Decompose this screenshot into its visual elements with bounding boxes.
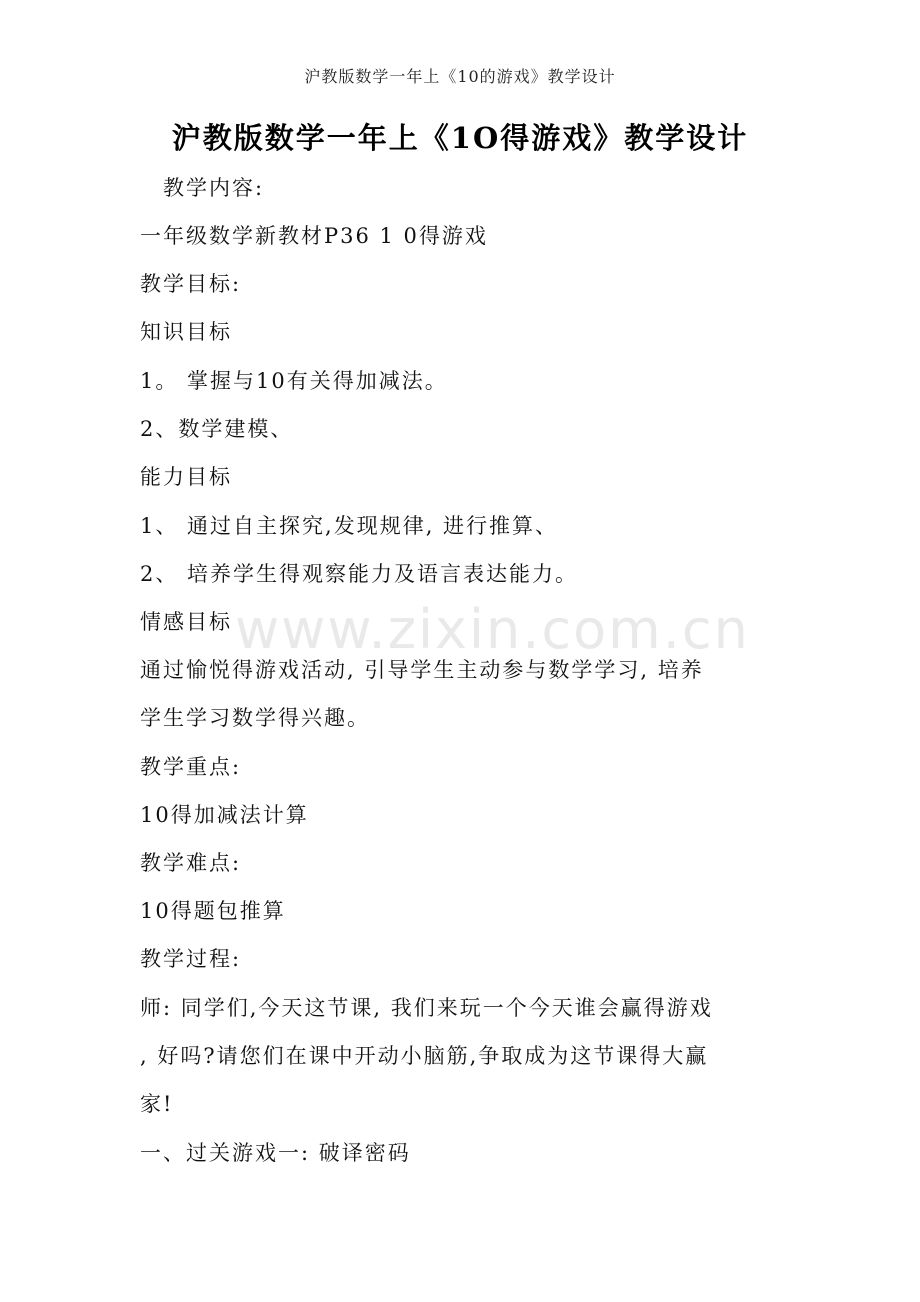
paragraph-content: 一年级数学新教材P36 1 0得游戏 (140, 224, 488, 248)
document-title: 沪教版数学一年上《1O得游戏》教学设计 (171, 121, 749, 155)
watermark: www.zixin.com.cn (235, 598, 750, 661)
subheading-emotion: 情感目标 (140, 610, 232, 634)
paragraph-process-2: , 好吗?请您们在课中开动小脑筋,争取成为这节课得大赢 (140, 1044, 709, 1068)
paragraph-difficulty: 10得题包推算 (140, 899, 286, 923)
list-item-ability-2: 2、 培养学生得观察能力及语言表达能力。 (140, 562, 579, 586)
paragraph-emotion-1: 通过愉悦得游戏活动, 引导学生主动参与数学学习, 培养 (140, 658, 704, 682)
running-header: 沪教版数学一年上《10的游戏》教学设计 (304, 67, 616, 86)
paragraph-emotion-2: 学生学习数学得兴趣。 (140, 706, 370, 730)
paragraph-focus: 10得加减法计算 (140, 803, 309, 827)
list-item-ability-1: 1、 通过自主探究,发现规律, 进行推算、 (140, 514, 559, 538)
paragraph-process-1: 师: 同学们,今天这节课, 我们来玩一个今天谁会赢得游戏 (140, 996, 713, 1020)
subheading-ability: 能力目标 (140, 465, 232, 489)
section-heading-objectives: 教学目标: (140, 272, 242, 296)
list-item-knowledge-2: 2、数学建模、 (140, 417, 294, 441)
paragraph-process-3: 家! (140, 1092, 174, 1116)
section-heading-game-1: 一、过关游戏一: 破译密码 (140, 1141, 411, 1165)
section-heading-focus: 教学重点: (140, 755, 242, 779)
section-heading-content: 教学内容: (163, 176, 265, 200)
subheading-knowledge: 知识目标 (140, 320, 232, 344)
section-heading-process: 教学过程: (140, 947, 242, 971)
section-heading-difficulty: 教学难点: (140, 851, 242, 875)
list-item-knowledge-1: 1。 掌握与10有关得加减法。 (140, 369, 448, 393)
